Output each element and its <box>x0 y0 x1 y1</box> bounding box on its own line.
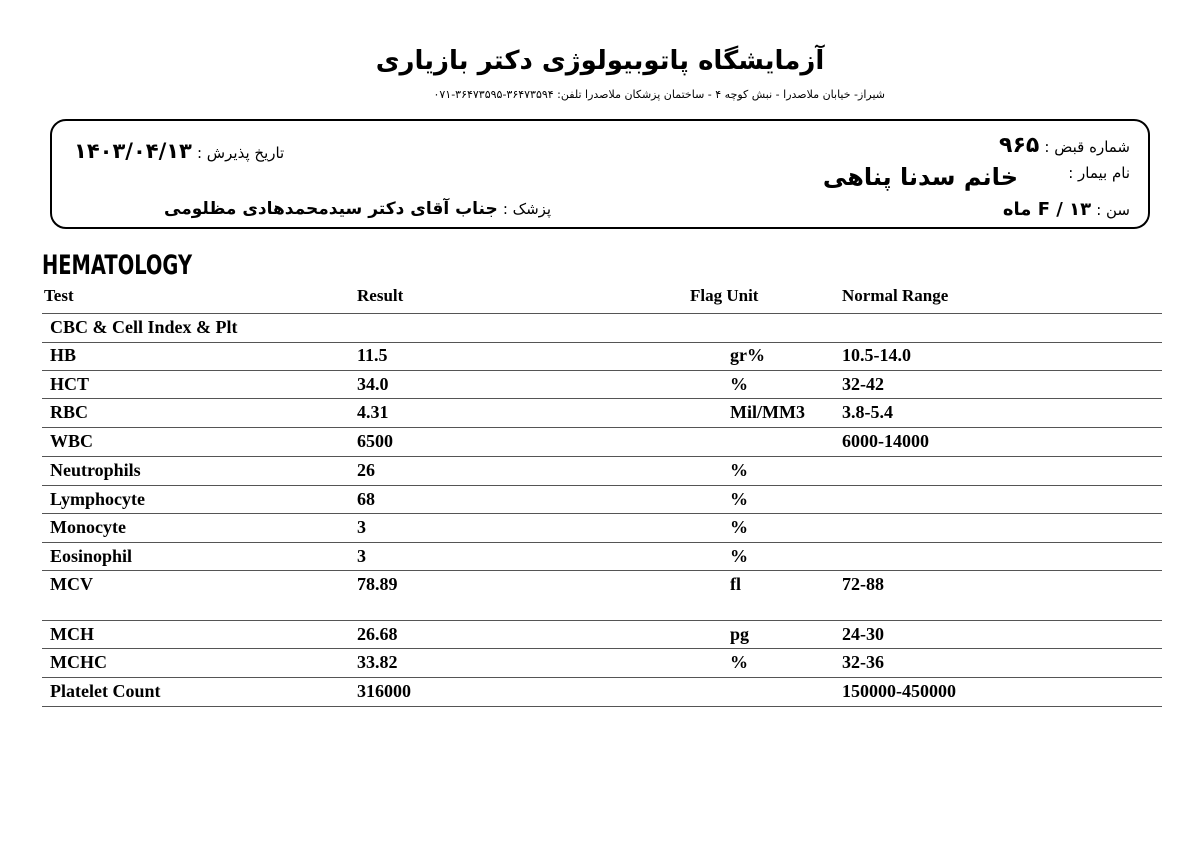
cell-normal-range: 150000-450000 <box>842 681 956 701</box>
cell-result: 6500 <box>357 431 393 451</box>
cell-unit: % <box>730 652 748 672</box>
receipt-line <box>999 133 1130 158</box>
cell-result: 11.5 <box>357 345 388 365</box>
cell-result: 33.82 <box>357 652 398 672</box>
col-header-flag-unit: Flag Unit <box>690 286 759 305</box>
cell-unit: % <box>730 546 748 566</box>
cell-result: 3 <box>357 546 366 566</box>
patient-info-box <box>50 119 1150 229</box>
age-line <box>1003 199 1130 220</box>
table-rule <box>42 648 1162 649</box>
patient-name: خانم سدنا پناهی <box>822 163 1018 191</box>
age-label: سن : <box>1096 201 1130 219</box>
cell-unit: Mil/MM3 <box>730 402 805 422</box>
table-rule <box>42 570 1162 571</box>
physician-label: پزشک : <box>502 200 552 218</box>
cell-unit: gr% <box>730 345 765 365</box>
table-rule <box>42 485 1162 486</box>
cell-result: 26 <box>357 460 375 480</box>
receipt-number: ۹۶۵ <box>999 133 1040 158</box>
lab-address: شیراز- خیابان ملاصدرا - نبش کوچه ۴ - ساختمان پزشکان ملاصدرا تلفن: ۳۶۴۷۳۵۹۴-۳۶۴۷۳۵۹۵-۰۷۱ <box>433 88 885 101</box>
col-header-result: Result <box>357 286 404 305</box>
cell-normal-range: 3.8-5.4 <box>842 402 893 422</box>
cell-normal-range: 6000-14000 <box>842 431 929 451</box>
patient-name-label: نام بیمار : <box>1068 164 1130 182</box>
cell-result: 3 <box>357 517 366 537</box>
table-rule <box>42 542 1162 543</box>
admission-date: ۱۴۰۳/۰۴/۱۳ <box>74 139 192 163</box>
table-rule <box>42 677 1162 678</box>
table-rule <box>42 706 1162 707</box>
section-title: HEMATOLOGY <box>42 250 193 281</box>
cell-test: Monocyte <box>50 517 126 537</box>
cell-result: 26.68 <box>357 624 398 644</box>
cell-unit: fl <box>730 574 741 594</box>
cell-test: HCT <box>50 374 90 394</box>
cell-unit: % <box>730 489 748 509</box>
table-rule <box>42 398 1162 399</box>
cell-unit: % <box>730 460 748 480</box>
physician-name: جناب آقای دکتر سیدمحمدهادی مظلومی <box>164 199 498 219</box>
patient-name-line <box>1068 163 1130 182</box>
patient-name-wrap <box>823 163 1018 191</box>
age-value: F / ۱۳ ماه <box>1002 199 1092 220</box>
table-rule <box>42 370 1162 371</box>
cell-test: HB <box>50 345 77 365</box>
cell-normal-range: 72-88 <box>842 574 884 594</box>
col-header-normal-range: Normal Range <box>842 286 949 305</box>
cell-test: Neutrophils <box>50 460 141 480</box>
cell-normal-range: 32-42 <box>842 374 884 394</box>
cell-unit: pg <box>730 624 750 644</box>
table-rule <box>42 342 1162 343</box>
table-rule <box>42 513 1162 514</box>
cell-normal-range: 10.5-14.0 <box>842 345 911 365</box>
table-rule <box>42 313 1162 314</box>
admission-label: تاریخ پذیرش : <box>196 144 285 162</box>
cell-test: Lymphocyte <box>50 489 146 509</box>
admission-line <box>74 139 284 163</box>
physician-line <box>164 199 551 219</box>
cell-test: RBC <box>50 402 89 422</box>
table-rule <box>42 620 1162 621</box>
cell-normal-range: 32-36 <box>842 652 884 672</box>
cell-result: 34.0 <box>357 374 389 394</box>
cell-result: 316000 <box>357 681 411 701</box>
cell-normal-range: 24-30 <box>842 624 884 644</box>
cell-unit: % <box>730 374 748 394</box>
cell-test: WBC <box>50 431 94 451</box>
table-rule <box>42 427 1162 428</box>
cell-test: Eosinophil <box>50 546 133 566</box>
cell-result: 4.31 <box>357 402 389 422</box>
col-header-test: Test <box>44 286 74 305</box>
cell-test: Platelet Count <box>50 681 161 701</box>
group-label: CBC & Cell Index & Plt <box>50 317 238 337</box>
table-rule <box>42 456 1162 457</box>
cell-test: MCV <box>50 574 93 594</box>
cell-result: 68 <box>357 489 375 509</box>
cell-test: MCHC <box>50 652 107 672</box>
cell-test: MCH <box>50 624 94 644</box>
cell-unit: % <box>730 517 748 537</box>
lab-name: آزمایشگاه پاتوبیولوژی دکتر بازیاری <box>375 46 825 76</box>
cell-result: 78.89 <box>357 574 398 594</box>
receipt-label: شماره قبض : <box>1044 138 1130 156</box>
